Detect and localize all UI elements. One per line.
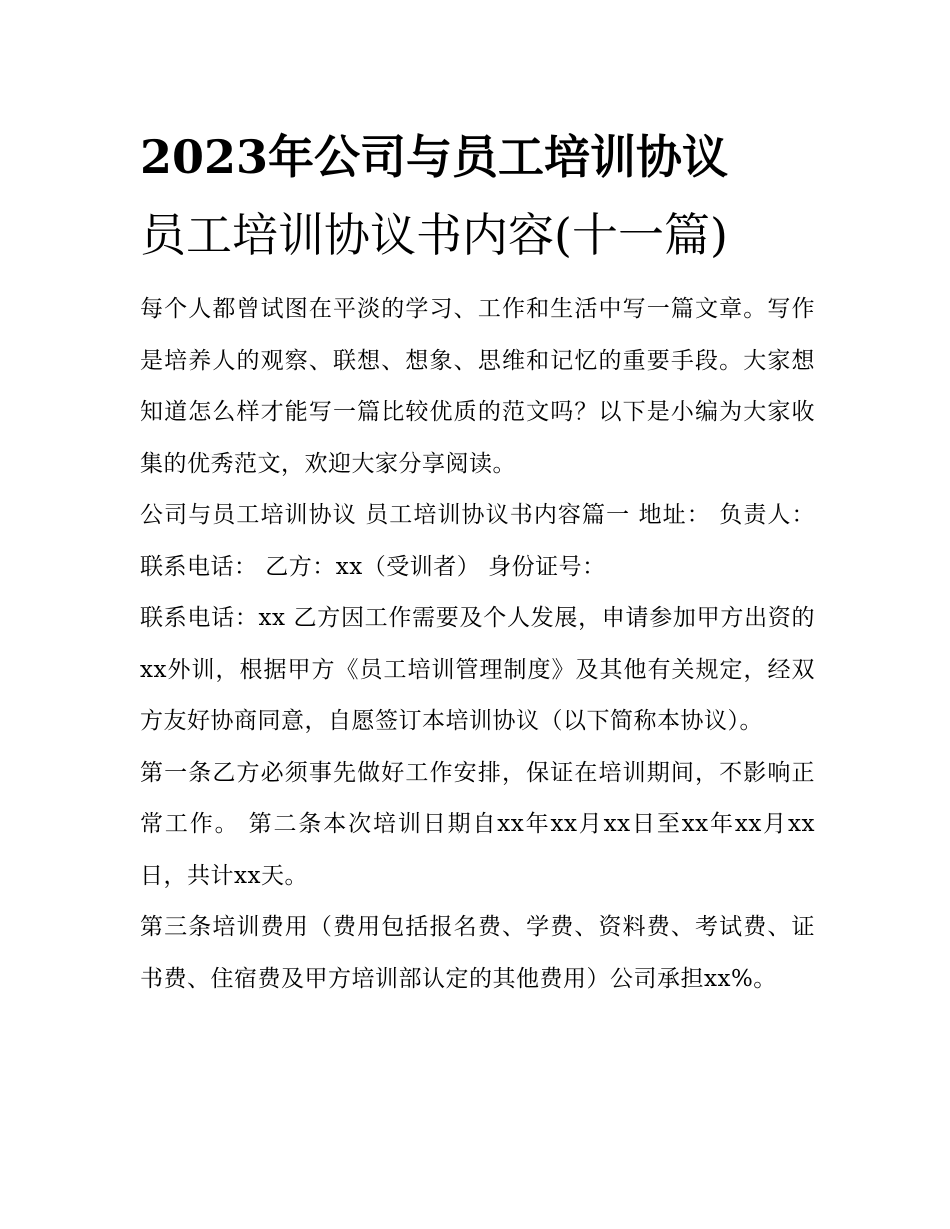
paragraph-article-1-2: 第一条乙方必须事先做好工作安排，保证在培训期间，不影响正常工作。 第二条本次培训日期自xx年xx月xx日至xx年xx月xx日，共计xx天。 [140,759,815,889]
paragraph-article-3: 第三条培训费用（费用包括报名费、学费、资料费、考试费、证书费、住宿费及甲方培训部认定的其他费用）公司承担xx%。 [140,914,815,992]
paragraph-intro: 每个人都曾试图在平淡的学习、工作和生活中写一篇文章。写作是培养人的观察、联想、想象、思维和记忆的重要手段。大家想知道怎么样才能写一篇比较优质的范文吗？以下是小编为大家收集的优秀范文，欢迎大家分享阅读。 [140,296,815,477]
document-title [140,118,815,274]
title-line-2: 员工培训协议书内容(十一篇) [140,208,728,262]
paragraph-purpose: 联系电话：xx 乙方因工作需要及个人发展，申请参加甲方出资的xx外训，根据甲方《员工培训管理制度》及其他有关规定，经双方友好协商同意，自愿签订本培训协议（以下简称本协议）。 [140,605,815,734]
title-line-1: 2023年公司与员工培训协议 [140,130,729,184]
document-content [140,118,815,1005]
document-body [140,284,815,1005]
paragraph-parties: 公司与员工培训协议 员工培训协议书内容篇一 地址： 负责人： 联系电话： 乙方：xx（受训者） 身份证号： [140,502,815,580]
